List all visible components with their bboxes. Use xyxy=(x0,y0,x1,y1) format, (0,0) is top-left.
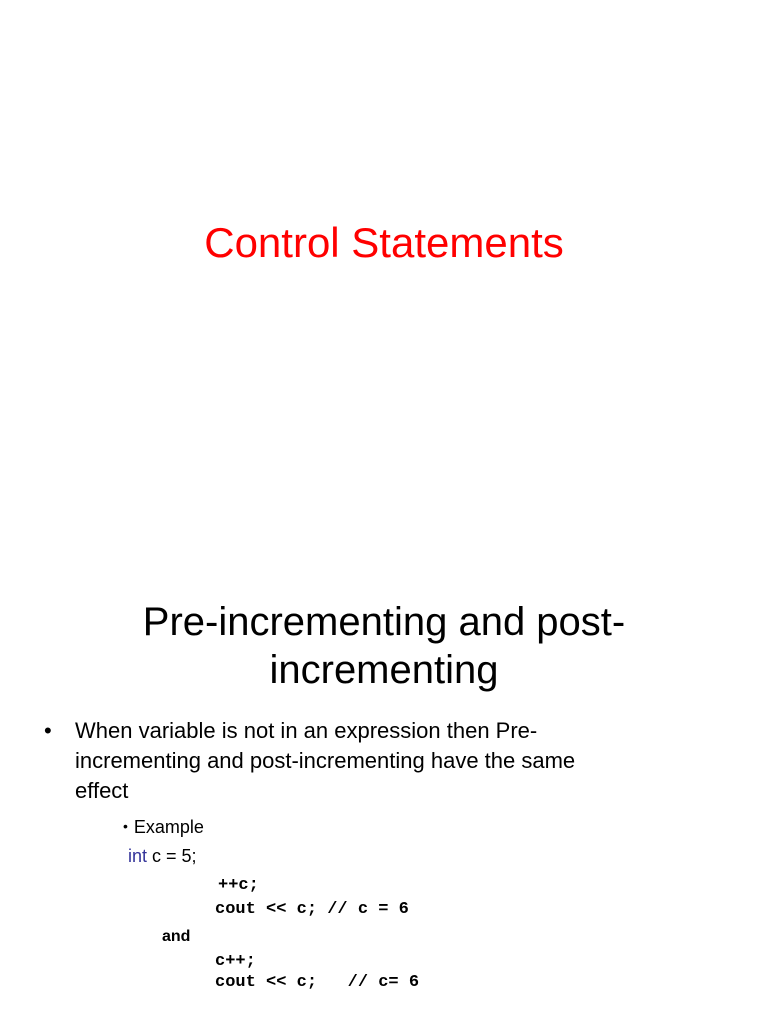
code-declaration xyxy=(128,844,197,868)
slide-pre-post-incrementing xyxy=(0,520,768,1024)
code-post-increment: c++; xyxy=(215,952,256,971)
sub-bullet-label: Example xyxy=(133,817,204,837)
code-cout-1: cout << c; // c = 6 xyxy=(215,900,409,919)
code-and-label: and xyxy=(162,928,191,945)
bullet-point xyxy=(44,716,684,806)
code-keyword: int xyxy=(128,846,148,866)
sub-bullet-icon: • xyxy=(123,818,128,834)
code-cout-2: cout << c; // c= 6 xyxy=(215,973,420,992)
bullet-line-1: When variable is not in an expression then Pre- xyxy=(75,718,538,743)
bullet-line-2: incrementing and post-incrementing have the same xyxy=(75,748,576,773)
slide-title-line-1: Pre-incrementing and post- xyxy=(142,600,626,644)
sub-bullet-example xyxy=(123,814,204,839)
slide-title xyxy=(84,598,684,694)
slide-title-line-2: incrementing xyxy=(269,648,499,692)
bullet-line-3: effect xyxy=(75,778,129,803)
code-declaration-rest: c = 5; xyxy=(147,846,197,866)
bullet-icon: • xyxy=(44,718,52,743)
slide-title: Control Statements xyxy=(204,219,564,266)
code-pre-increment: ++c; xyxy=(218,876,259,895)
